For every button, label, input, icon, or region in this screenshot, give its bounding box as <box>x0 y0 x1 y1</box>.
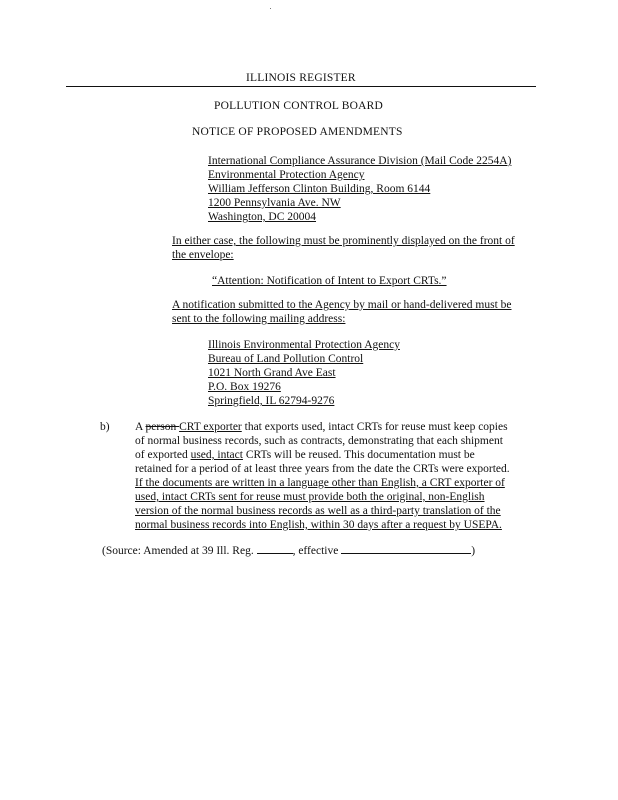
usepa-address-line: Washington, DC 20004 <box>208 211 317 223</box>
subsection-label: b) <box>100 421 110 433</box>
text-run: CRTs will be reused. This documentation must be <box>242 449 475 461</box>
either-case-line: In either case, the following must be prominently displayed on the front of <box>172 235 515 247</box>
agency-notice-line: sent to the following mailing address: <box>172 313 346 325</box>
subsection-b-line: version of the normal business records as well as a third-party translation of the <box>135 505 501 517</box>
source-middle: , effective <box>292 545 342 557</box>
either-case-line: the envelope: <box>172 249 234 261</box>
source-prefix: (Source: Amended at 39 Ill. Reg. <box>102 545 257 557</box>
scan-speck <box>270 8 271 9</box>
notice-title: NOTICE OF PROPOSED AMENDMENTS <box>192 126 403 138</box>
usepa-address-line: International Compliance Assurance Division (Mail Code 2254A) <box>208 155 512 167</box>
text-run: of exported <box>135 449 191 461</box>
subsection-b-line: If the documents are written in a language other than English, a CRT exporter of <box>135 477 505 489</box>
usepa-address-line: William Jefferson Clinton Building, Room 6144 <box>208 183 431 195</box>
subsection-b-line <box>135 448 535 462</box>
text-run: that exports used, intact CRTs for reuse must keep copies <box>241 421 508 433</box>
attention-line: “Attention: Notification of Intent to Export CRTs.” <box>212 275 447 287</box>
agency-notice-paragraph <box>172 298 536 326</box>
subsection-b-line: normal business records into English, within 30 days after a request by USEPA. <box>135 519 502 531</box>
either-case-paragraph <box>172 234 536 262</box>
source-note <box>102 543 475 558</box>
iepa-address-line: Springfield, IL 62794-9276 <box>208 395 335 407</box>
iepa-address-line: Bureau of Land Pollution Control <box>208 353 364 365</box>
inserted-text: used, intact <box>190 449 243 461</box>
agency-notice-line: A notification submitted to the Agency by mail or hand-delivered must be <box>172 299 512 311</box>
inserted-text: CRT exporter <box>179 421 242 433</box>
subsection-b-line: used, intact CRTs sent for reuse must provide both the original, non-English <box>135 491 485 503</box>
iepa-address-line: 1021 North Grand Ave East <box>208 367 336 379</box>
usepa-address-line: 1200 Pennsylvania Ave. NW <box>208 197 341 209</box>
board-title: POLLUTION CONTROL BOARD <box>214 100 384 112</box>
effective-blank <box>341 543 471 554</box>
reg-blank <box>257 543 293 554</box>
subsection-b-line: retained for a period of at least three years from the date the CRTs were exported. <box>135 463 510 475</box>
text-run: A <box>135 421 146 433</box>
iepa-address-line: P.O. Box 19276 <box>208 381 281 393</box>
subsection-b-line: of normal business records, such as contracts, demonstrating that each shipment <box>135 435 503 447</box>
header-rule <box>66 86 536 87</box>
subsection-b-line <box>135 420 535 434</box>
struck-text: person <box>145 421 180 433</box>
register-title: ILLINOIS REGISTER <box>246 72 356 84</box>
usepa-address-line: Environmental Protection Agency <box>208 169 365 181</box>
source-suffix: ) <box>471 545 476 557</box>
subsection-b-paragraph <box>135 420 535 532</box>
iepa-address-line: Illinois Environmental Protection Agency <box>208 339 400 351</box>
